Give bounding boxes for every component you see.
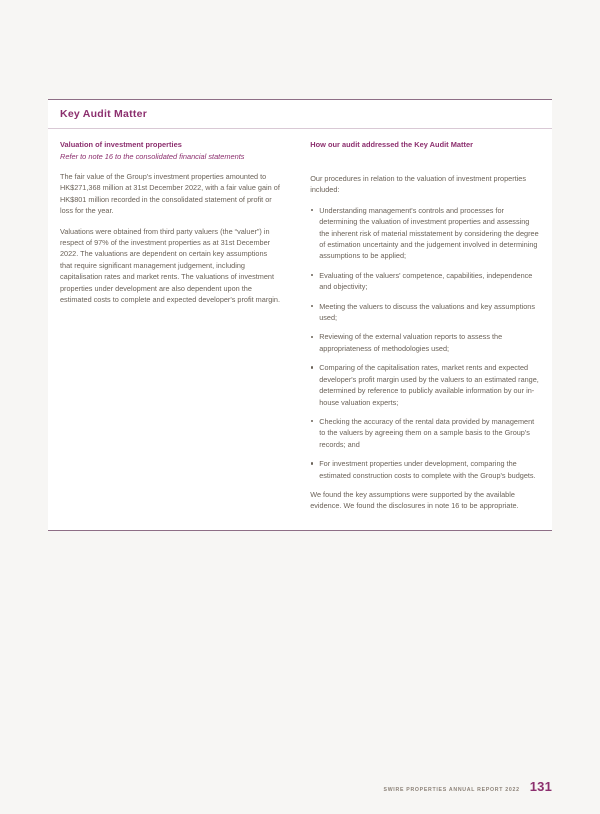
list-item-text: Reviewing of the external valuation reports to assess the appropriateness of methodologies used; xyxy=(319,332,503,353)
key-audit-matter-panel xyxy=(48,99,552,531)
page-title: Key Audit Matter xyxy=(60,108,148,120)
list-item xyxy=(310,301,540,324)
bullet-point-icon xyxy=(311,274,313,276)
list-item-text: Comparing of the capitalisation rates, market rents and expected developer's profit margin used by the valuers to an estimated range, determined by reference to publicly available information by our in-house valuation experts; xyxy=(319,363,539,407)
list-item xyxy=(310,362,540,408)
left-paragraph: Valuations were obtained from third party valuers (the “valuer”) in respect of 97% of the investment properties as at 31st December 2022. The valuations are dependent on certain key assumptions that require significant management judgement, including capitalisation rates and market rents. The valuations of investment properties under development are also dependent upon the estimated costs to complete and expected developer's profit margin. xyxy=(60,226,281,305)
left-column xyxy=(60,139,302,512)
right-column xyxy=(302,139,540,512)
list-item-text: For investment properties under development, comparing the estimated construction costs to complete with the Group's budgets. xyxy=(319,459,536,480)
list-item xyxy=(310,270,540,293)
bullet-point-icon xyxy=(311,462,313,464)
list-item xyxy=(310,205,540,262)
list-item xyxy=(310,331,540,354)
audit-procedures-list xyxy=(310,205,540,481)
panel-body xyxy=(48,129,552,530)
right-column-conclusion: We found the key assumptions were supported by the available evidence. We found the disclosures in note 16 to be appropriate. xyxy=(310,489,519,511)
footer-report-title: SWIRE PROPERTIES ANNUAL REPORT 2022 xyxy=(383,787,520,793)
list-item-text: Checking the accuracy of the rental data provided by management to the valuers by agreeing them on a sample basis to the Group's records; and xyxy=(319,416,535,449)
bullet-point-icon xyxy=(311,209,313,211)
left-paragraph: The fair value of the Group's investment properties amounted to HK$271,368 million at 31st December 2022, with a fair value gain of HK$801 million recorded in the consolidated statement of profit or loss for the year. xyxy=(60,172,280,216)
right-column-spacer xyxy=(310,151,540,173)
left-column-subheading: Refer to note 16 to the consolidated financial statements xyxy=(60,152,245,161)
page-number: 131 xyxy=(529,779,552,794)
bullet-point-icon xyxy=(311,336,313,338)
list-item-text: Evaluating of the valuers' competence, capabilities, independence and objectivity; xyxy=(319,270,533,292)
list-item xyxy=(310,416,540,450)
bullet-point-icon xyxy=(311,366,313,368)
right-column-heading: How our audit addressed the Key Audit Matter xyxy=(310,140,474,149)
page-footer xyxy=(384,779,552,794)
right-column-intro: Our procedures in relation to the valuation of investment properties included: xyxy=(310,174,527,195)
left-column-heading: Valuation of investment properties xyxy=(60,140,182,149)
bullet-point-icon xyxy=(311,420,313,422)
list-item-text: Understanding management's controls and processes for determining the valuation of investment properties and assessing the inherent risk of material misstatement by considering the degree of estimation uncertainty and the judgement involved in determining assumptions to be applied; xyxy=(319,205,539,261)
list-item xyxy=(310,458,540,481)
panel-title-row xyxy=(48,100,552,129)
bullet-point-icon xyxy=(311,305,313,307)
list-item-text: Meeting the valuers to discuss the valuations and key assumptions used; xyxy=(319,301,536,323)
